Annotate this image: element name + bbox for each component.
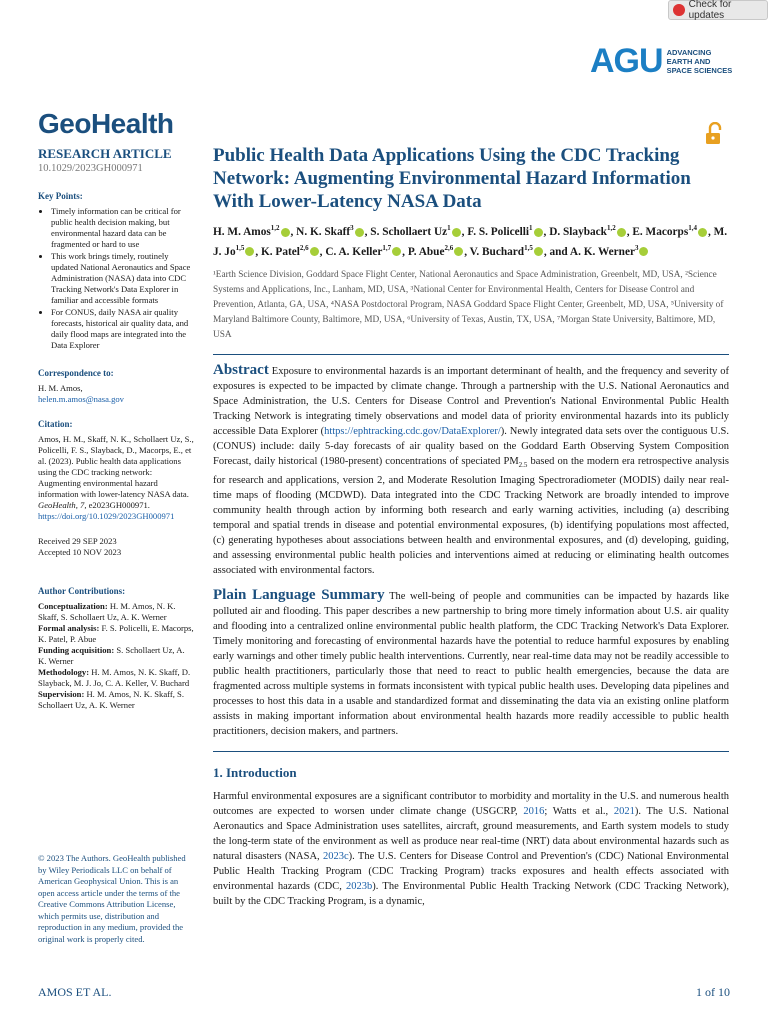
contribution-item: Supervision: H. M. Amos, N. K. Skaff, S. Schollaert Uz, A. K. Werner <box>38 689 184 710</box>
author-name: A. K. Werner <box>569 245 635 258</box>
affiliations: ¹Earth Science Division, Goddard Space Flight Center, National Aeronautics and Space Administration, Greenbelt, MD, USA, ²Science Systems and Applications, Inc., Lanham, MD, USA, ³National Center for Environmental Health, Centers for Disease Control and Prevention, Atlanta, GA, USA, ⁴NASA Postdoctoral Program, NASA Goddard Space Flight Center, Greenbelt, MD, USA, ⁵University of Maryland Baltimore County, Baltimore, MD, USA, ⁶University of Texas, Austin, TX, USA, ⁷Morgan State University, Baltimore, MD, USA <box>213 269 724 340</box>
author-affiliation-marker: 1,7 <box>382 243 392 252</box>
dates <box>38 536 194 558</box>
contribution-item: Funding acquisition: S. Schollaert Uz, A. K. Werner <box>38 645 185 666</box>
author-name: M. J. Jo <box>213 225 728 258</box>
key-point: • Timely information can be critical for public health decision making, but environmental hazard data can be fragmented or hard to use <box>51 206 194 250</box>
author-name: V. Buchard <box>469 245 525 258</box>
citation: Amos, H. M., Skaff, N. K., Schollaert Uz, S., Policelli, F. S., Slayback, D., Macorps, E., et al. (2023). Public health data applications using the CDC tracking network: Augmenting environmental hazard information with lower-latency NASA data. GeoHealth, 7, e2023GH000971. https://doi.org/10.1029/2023GH000971 <box>38 434 194 521</box>
agu-tagline: ADVANCING EARTH AND SPACE SCIENCES <box>666 48 733 75</box>
sidebar <box>38 146 194 944</box>
abstract-label: Abstract <box>213 361 269 378</box>
citation-link[interactable]: 2021 <box>613 805 635 817</box>
correspondence-name: H. M. Amos, <box>38 383 83 393</box>
plain-language-summary: Plain Language Summary The well-being of people and communities can be impacted by hazards like polluted air and flooding. This paper describes a new partnership to bring more timely information about U.S. air quality and flooding into a centralized online environmental public health platform, the CDC Tracking Network's Data Explorer. Timely monitoring and forecasting of environmental hazards have the potential to reduce harmful exposures by enabling early warnings and other timely public health interventions. Currently, near real-time data may not be readily accessible to public health practitioners, particularly those that need to react to public health emergencies, because the data are fragmented across multiple systems in formats inconsistent with typical public health uses. Developing data pipelines and processes to host this data in a usable and standardized format and disseminating the data via an existing online platform assists in making important information about environmental health hazards more readily accessible to public health practitioners, decision makers, and partners. <box>213 586 729 737</box>
author-name: D. Slayback <box>549 225 607 238</box>
citation-heading: Citation: <box>38 419 73 429</box>
check-for-updates-button[interactable] <box>668 0 768 20</box>
abstract: Abstract Exposure to environmental hazards is an important determinant of health, and the frequency and severity of exposures is expected to be impacted by climate change. Through a partnership with the U.S. National Aeronautics and Space Administration, the U.S. Centers for Disease Control and Prevention's National Environmental Public Health Tracking Network is integrating timely observations and model data of priority environmental hazards into its publicly accessible Data Explorer (https://ephtracking.cdc.gov/DataExplorer/). Newly integrated data sets over the contiguous U.S. (CONUS) include: daily 5-day forecasts of air quality based on the Goddard Earth Observing System Composition Forecast, daily historical (1980-present) concentrations of speciated $PM_{2.5}$ based on the modern era retrospective analysis for research and applications, version 2, and Moderate Resolution Imaging Spectroradiometer (MODIS) daily near real-time maps of flooding (MCDWD). Data integrated into the CDC Tracking Network are broadly intended to improve community health through action by informing both research and early warning activities, including (a) describing temporal and spatial trends in disease and potential environmental exposures, (b) identifying populations most affected, (c) generating hypotheses about associations between health and environmental exposures, and (d) developing, guiding, and assessing environmental public health policies and interventions aimed at reducing or eliminating health outcomes associated with environmental factors. <box>213 361 729 576</box>
author-affiliation-marker: 1,4 <box>688 224 697 232</box>
agu-logo-mark: AGU <box>590 42 663 80</box>
data-explorer-link[interactable]: https://ephtracking.cdc.gov/DataExplorer/ <box>324 425 501 437</box>
author-affiliation-marker: 1 <box>529 224 533 232</box>
contribution-item: Formal analysis: F. S. Policelli, E. Macorps, K. Patel, P. Abue <box>38 623 194 644</box>
correspondence-email-link[interactable]: helen.m.amos@nasa.gov <box>38 394 124 404</box>
author-affiliation-marker: 1,2 <box>606 224 616 232</box>
page-footer <box>38 985 730 1000</box>
key-points-list <box>38 206 194 351</box>
orcid-icon[interactable] <box>454 247 463 256</box>
correspondence-heading: Correspondence to: <box>38 368 114 378</box>
footer-authors: AMOS ET AL. <box>38 985 112 999</box>
orcid-icon[interactable] <box>281 228 290 237</box>
author-contributions <box>38 586 194 711</box>
license-notice: © 2023 The Authors. GeoHealth published by Wiley Periodicals LLC on behalf of American Geophysical Union. This is an open access article under the terms of the Creative Commons Attribution License, which permits use, distribution and reproduction in any medium, provided the original work is properly cited. <box>38 853 186 944</box>
key-points-heading: Key Points: <box>38 191 83 201</box>
orcid-icon[interactable] <box>310 247 319 256</box>
orcid-icon[interactable] <box>617 228 626 237</box>
contribution-item: Conceptualization: H. M. Amos, N. K. Skaff, S. Schollaert Uz, A. K. Werner <box>38 601 176 622</box>
check-updates-label: Check for updates <box>688 0 732 21</box>
orcid-icon[interactable] <box>639 247 648 256</box>
open-access-icon <box>704 122 724 146</box>
citation-link[interactable]: 2023c <box>323 850 349 862</box>
author-name: F. S. Policelli <box>467 225 530 238</box>
author-list: H. M. Amos$^{1,2}$ , N. K. Skaff$^3$ , S. Schollaert Uz$^1$ , F. S. Policelli$^1$ , D. Slayback$^{1,2}$ , E. Macorps$^{1,4}$ , M. J. Jo$^{1,5}$ , K. Patel$^{2,6}$ , C. A. Keller$^{1,7}$ , P. Abue$^{2,6}$ , V. Buchard$^{1,5}$ , and A. K. Werner$^3$ <box>213 224 728 258</box>
author-name: C. A. Keller <box>325 245 383 258</box>
citation-doi-link[interactable]: https://doi.org/10.1029/2023GH000971 <box>38 511 175 521</box>
orcid-icon[interactable] <box>534 247 543 256</box>
author-affiliation-marker: 1,2 <box>270 224 280 232</box>
agu-logo <box>590 42 732 81</box>
author-name: N. K. Skaff <box>296 225 351 238</box>
divider <box>213 751 729 752</box>
introduction-text: Harmful environmental exposures are a significant contributor to morbidity and mortality in the U.S. and numerous health outcomes are expected to worsen under climate change (USGCRP, 2016; Watts et al., 2021). The U.S. National Aeronautics and Space Administration uses satellites, aircraft, ground measurements, and Earth system models to study the long-term state of the environment as well as produce near real-time (NRT) data about environmental hazards such as natural disasters (NASA, 2023c). The U.S. Centers for Disease Control and Prevention's (CDC) National Environmental Public Health Tracking Program (CDC Tracking Program) tracks exposures and health effects associated with environmental hazards (CDC, 2023b). The Environmental Public Health Tracking Network (CDC Tracking Network), built by the CDC Tracking Program, is a dynamic, <box>213 790 729 907</box>
article-title: Public Health Data Applications Using the CDC Tracking Network: Augmenting Environmental Hazard Information With Lower-Latency NASA Data <box>213 145 691 212</box>
citation-journal: GeoHealth <box>38 500 76 510</box>
correspondence <box>38 383 194 405</box>
citation-link[interactable]: 2016 <box>523 805 545 817</box>
author-affiliation-marker: 1,5 <box>235 243 245 252</box>
orcid-icon[interactable] <box>355 228 364 237</box>
doi: 10.1029/2023GH000971 <box>38 163 143 174</box>
author-affiliation-marker: 3 <box>350 224 354 232</box>
orcid-icon[interactable] <box>534 228 543 237</box>
journal-title: GeoHealth <box>38 108 174 139</box>
contributions-heading: Author Contributions: <box>38 586 126 596</box>
accepted-date: Accepted 10 NOV 2023 <box>38 547 122 557</box>
author-affiliation-marker: 1,5 <box>524 243 533 252</box>
received-date: Received 29 SEP 2023 <box>38 536 117 546</box>
author-name: E. Macorps <box>632 225 689 238</box>
pls-label: Plain Language Summary <box>213 586 385 603</box>
key-point: • For CONUS, daily NASA air quality forecasts, historical air quality data, and daily flood maps are integrated into the Data Explorer <box>51 307 194 351</box>
contribution-item: Methodology: H. M. Amos, N. K. Skaff, D. Slayback, M. J. Jo, C. A. Keller, V. Buchard <box>38 667 191 688</box>
author-affiliation-marker: 2,6 <box>299 243 309 252</box>
citation-link[interactable]: 2023b <box>346 880 373 892</box>
author-name: K. Patel <box>261 245 300 258</box>
orcid-icon[interactable] <box>452 228 461 237</box>
orcid-icon[interactable] <box>392 247 401 256</box>
key-point: • This work brings timely, routinely updated National Aeronautics and Space Administration (NASA) data into CDC Tracking Network's Data Explorer in familiar and accessible formats <box>51 251 194 306</box>
author-affiliation-marker: 1 <box>447 224 451 232</box>
orcid-icon[interactable] <box>698 228 707 237</box>
author-name: S. Schollaert Uz <box>370 225 448 238</box>
section-heading-introduction: 1. Introduction <box>213 764 297 780</box>
divider <box>213 354 729 355</box>
crossmark-icon <box>673 4 685 16</box>
page-number: 1 of 10 <box>696 985 730 999</box>
author-affiliation-marker: 3 <box>634 243 639 252</box>
author-name: H. M. Amos <box>213 225 271 238</box>
orcid-icon[interactable] <box>245 247 254 256</box>
author-affiliation-marker: 2,6 <box>444 243 454 252</box>
article-type: RESEARCH ARTICLE <box>38 146 172 161</box>
author-name: P. Abue <box>407 245 445 258</box>
main-content <box>213 144 729 909</box>
